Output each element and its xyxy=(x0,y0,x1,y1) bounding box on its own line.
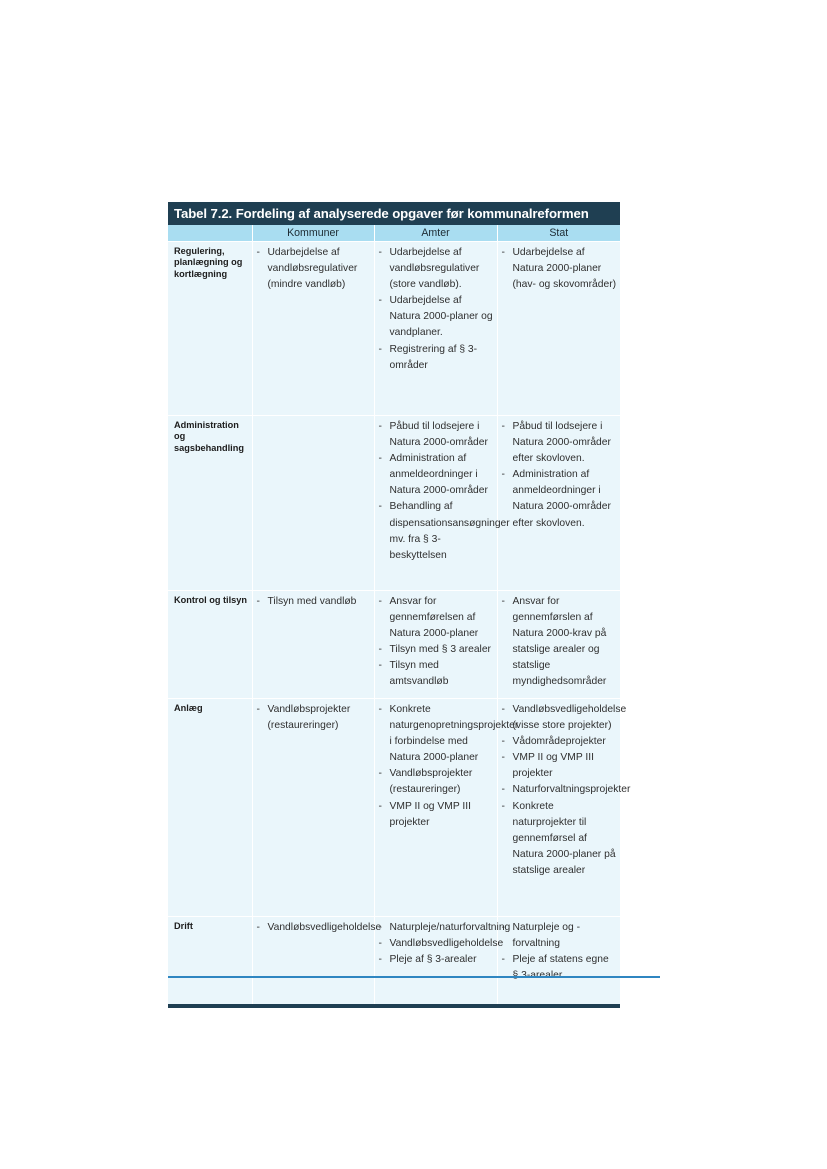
table-title: Tabel 7.2. Fordeling af analyserede opgaver før kommunalreformen xyxy=(168,202,620,225)
page-divider-line xyxy=(168,976,660,978)
cell-kommuner xyxy=(252,242,374,416)
cell-amter xyxy=(374,591,497,699)
cell-item-list xyxy=(256,594,371,610)
cell-kommuner xyxy=(252,917,382,1004)
cell-amter xyxy=(374,699,519,917)
cell-item: - Naturforvaltningsprojekter xyxy=(501,782,618,798)
cell-item: - Påbud til lodsejere i Natura 2000-områder xyxy=(378,419,494,451)
cell-stat xyxy=(497,917,620,1004)
table-row xyxy=(168,242,620,416)
cell-item: - Tilsyn med vandløb xyxy=(256,594,371,610)
cell-amter xyxy=(374,242,497,416)
cell-item-list xyxy=(256,920,382,936)
cell-item: - Ansvar for gennemførelsen af Natura 2000-planer xyxy=(378,594,494,642)
cell-item: - Vandløbsvedligeholdelse (visse store projekter) xyxy=(501,702,618,734)
cell-item: - Vandløbsvedligeholdelse xyxy=(378,936,494,952)
table-row xyxy=(168,917,620,1004)
cell-item: - Pleje af § 3-arealer xyxy=(378,952,494,968)
header-amter: Amter xyxy=(374,225,497,242)
cell-item-list xyxy=(256,702,371,734)
task-distribution-table xyxy=(168,202,631,1008)
cell-item-list xyxy=(501,245,618,293)
cell-item: - Tilsyn med amtsvandløb xyxy=(378,658,494,690)
cell-item: - VMP II og VMP III projekter xyxy=(378,799,494,831)
cell-kommuner xyxy=(252,591,374,699)
cell-item-list xyxy=(501,419,618,532)
table-bottom-bar xyxy=(168,1004,620,1008)
cell-stat xyxy=(497,699,631,917)
cell-item-list xyxy=(378,594,494,691)
table-grid xyxy=(168,225,631,1004)
cell-item: - Konkrete naturprojekter til gennemførsel af Natura 2000-planer på statslige arealer xyxy=(501,799,618,879)
cell-stat xyxy=(497,242,620,416)
table-body xyxy=(168,242,631,1004)
cell-item-list xyxy=(378,245,494,374)
cell-item-list xyxy=(501,920,618,984)
table-row xyxy=(168,416,620,591)
table-row xyxy=(168,699,620,917)
cell-amter xyxy=(374,917,511,1004)
cell-item: - Udarbejdelse af vandløbsregulativer (mindre vandløb) xyxy=(256,245,371,293)
row-label: Administration og sagsbehandling xyxy=(168,416,252,591)
cell-item: - Vandløbsprojekter (restaureringer) xyxy=(378,766,494,798)
table-header-row xyxy=(168,225,620,242)
cell-item: - Ansvar for gennemførslen af Natura 2000-krav på statslige arealer og statslige myndighedsområder xyxy=(501,594,618,691)
row-label: Regulering, planlægning og kortlægning xyxy=(168,242,252,416)
cell-kommuner xyxy=(252,699,374,917)
cell-item: - Påbud til lodsejere i Natura 2000-områder efter skovloven. xyxy=(501,419,618,467)
cell-item: - Udarbejdelse af vandløbsregulativer (store vandløb). xyxy=(378,245,494,293)
cell-item: - Administration af anmeldeordninger i Natura 2000-områder xyxy=(378,451,494,499)
cell-item: - VMP II og VMP III projekter xyxy=(501,750,618,782)
cell-item-list xyxy=(501,594,618,691)
cell-item: - Udarbejdelse af Natura 2000-planer og vandplaner. xyxy=(378,293,494,341)
cell-item: - Vandløbsprojekter (restaureringer) xyxy=(256,702,371,734)
cell-stat xyxy=(497,591,620,699)
header-blank xyxy=(168,225,252,242)
cell-item: - Naturpleje/naturforvaltning xyxy=(378,920,494,936)
cell-item-list xyxy=(256,245,371,293)
table-row xyxy=(168,591,620,699)
cell-item: - Pleje af statens egne xyxy=(501,952,618,984)
cell-item-list xyxy=(378,702,519,831)
cell-item: - Konkrete naturgenopretningsprojekter i forbindelse med Natura 2000-planer xyxy=(378,702,494,766)
cell-item: - Behandling af dispensationsansøgninger mv. fra § 3-beskyttelsen xyxy=(378,499,494,563)
row-label: Kontrol og tilsyn xyxy=(168,591,252,699)
header-kommuner: Kommuner xyxy=(252,225,374,242)
cell-amter xyxy=(374,416,510,591)
cell-item: - Naturpleje og -forvaltning xyxy=(501,920,618,952)
cell-item: - Vådområdeprojekter xyxy=(501,734,618,750)
row-label: Drift xyxy=(168,917,252,1004)
cell-item: - Tilsyn med § 3 arealer xyxy=(378,642,494,658)
cell-item-list xyxy=(378,419,510,564)
cell-kommuner xyxy=(252,416,374,591)
row-label: Anlæg xyxy=(168,699,252,917)
cell-item: - Registrering af § 3-områder xyxy=(378,342,494,374)
cell-stat xyxy=(497,416,620,591)
cell-item-list xyxy=(378,920,511,968)
cell-item: - Udarbejdelse af Natura 2000-planer (hav- og skovområder) xyxy=(501,245,618,293)
cell-item-list xyxy=(501,702,631,879)
header-stat: Stat xyxy=(497,225,620,242)
cell-item: - Vandløbsvedligeholdelse xyxy=(256,920,371,936)
cell-item: - Administration af anmeldeordninger i Natura 2000-områder efter skovloven. xyxy=(501,467,618,531)
